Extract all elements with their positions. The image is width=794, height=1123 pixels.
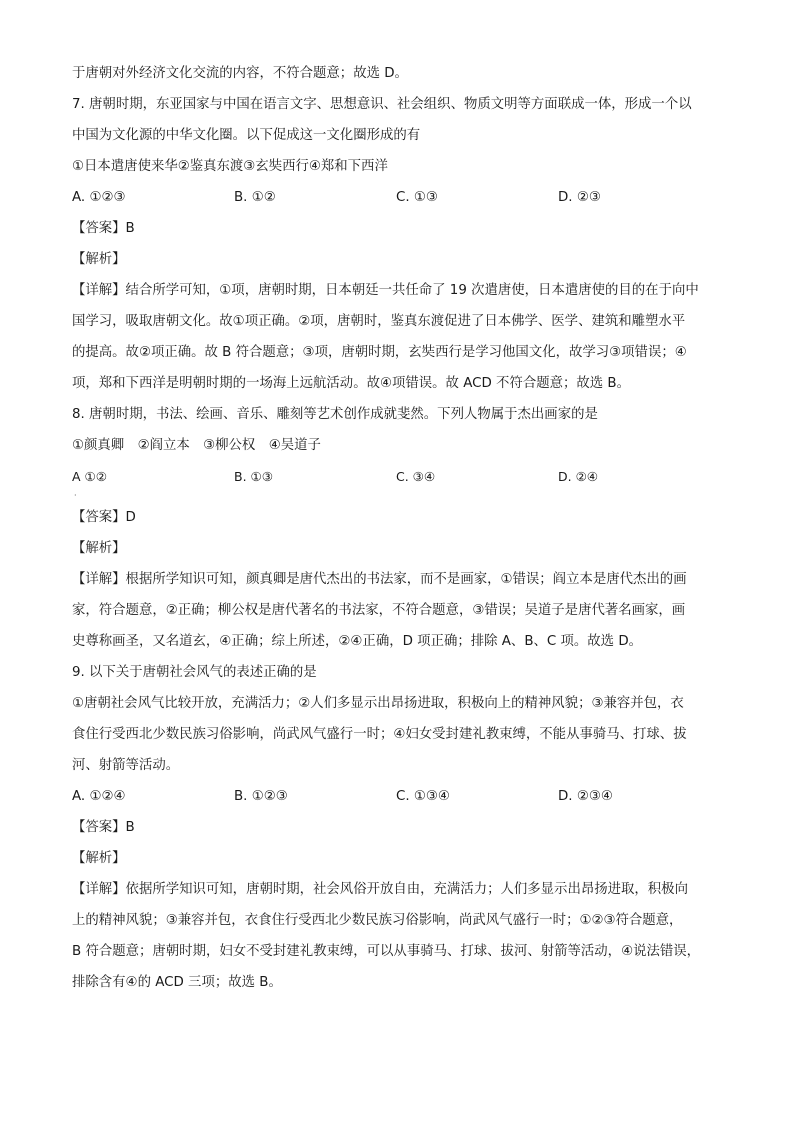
answer-options [72,461,724,492]
option-a: A. ①②④ [72,789,126,804]
option-b: B. ①② [234,190,276,205]
option-b: B. ①③ [234,469,273,484]
option-d: D. ②③ [558,190,601,205]
question-items: 河、射箭等活动。 [72,758,180,773]
option-a: A ①② [72,469,107,484]
option-c: C. ③④ [396,469,436,484]
question-8 [72,399,724,657]
detail-line: 【详解】结合所学可知，①项，唐朝时期，日本朝廷一共任命了 19 次遣唐使，日本遣唐使的目的在于向中 [72,283,699,298]
question-stem: 7. 唐朝时期，东亚国家与中国在语言文字、思想意识、社会组织、物质文明等方面联成一体，形成一个以 [72,97,692,112]
answer-label: 【答案】B [72,221,135,236]
question-items: 食住行受西北少数民族习俗影响，尚武风气盛行一时；④妇女受封建礼教束缚，不能从事骑马、打球、拔 [72,727,687,742]
option-b: B. ①②③ [234,789,288,804]
detail-line: 排除含有④的 ACD 三项；故选 B。 [72,975,282,990]
document-page [72,58,724,998]
detail-line: 上的精神风貌；③兼容并包，衣食住行受西北少数民族习俗影响，尚武风气盛行一时；①②③符合题意， [72,913,683,928]
analysis-label: 【解析】 [72,851,126,866]
analysis-label: 【解析】 [72,252,126,267]
detail-line: 项，郑和下西洋是明朝时期的一场海上远航活动。故④项错误。故 ACD 不符合题意；故选 B。 [72,376,630,391]
question-9 [72,657,724,998]
question-items: ①颜真卿 ②阎立本 ③柳公权 ④吴道子 [72,438,321,453]
detail-line: 的提高。故②项正确。故 B 符合题意；③项，唐朝时期，玄奘西行是学习他国文化，故学习③项错误；④ [72,345,687,360]
detail-line: B 符合题意；唐朝时期，妇女不受封建礼教束缚，可以从事骑马、打球、拔河、射箭等活动，④说法错误， [72,944,701,959]
answer-label: 【答案】B [72,820,135,835]
analysis-label: 【解析】 [72,541,126,556]
question-items: ①日本遣唐使来华②鉴真东渡③玄奘西行④郑和下西洋 [72,159,388,174]
option-c: C. ①③④ [396,789,450,804]
answer-label: 【答案】D [72,510,136,525]
option-a: A. ①②③ [72,190,126,205]
question-stem: 中国为文化源的中华文化圈。以下促成这一文化圈形成的有 [72,128,421,143]
question-stem: 9. 以下关于唐朝社会风气的表述正确的是 [72,665,317,680]
answer-options [72,781,724,812]
question-stem: 8. 唐朝时期，书法、绘画、音乐、雕刻等艺术创作成就斐然。下列人物属于杰出画家的是 [72,407,598,422]
detail-line: 【详解】依据所学知识可知，唐朝时期，社会风俗开放自由，充满活力；人们多显示出昂扬进取，积极向 [72,882,688,897]
question-items: ①唐朝社会风气比较开放，充满活力；②人们多显示出昂扬进取，积极向上的精神风貌；③兼容并包，衣 [72,696,684,711]
question-7 [72,89,724,399]
text-line: 于唐朝对外经济文化交流的内容，不符合题意；故选 D。 [72,66,408,81]
detail-line: 史尊称画圣，又名道玄，④正确；综上所述，②④正确，D 项正确；排除 A、B、C 项。故选 D。 [72,634,643,649]
detail-line: 国学习，吸取唐朝文化。故①项正确。②项，唐朝时，鉴真东渡促进了日本佛学、医学、建筑和雕塑水平 [72,314,686,329]
answer-options [72,182,724,213]
option-d: D. ②④ [558,469,598,484]
detail-line: 家，符合题意，②正确；柳公权是唐代著名的书法家，不符合题意，③错误；吴道子是唐代著名画家，画 [72,603,686,618]
stray-dot: · [74,491,77,500]
detail-line: 【详解】根据所学知识可知，颜真卿是唐代杰出的书法家，而不是画家，①错误；阎立本是唐代杰出的画 [72,572,687,587]
option-c: C. ①③ [396,190,438,205]
option-d: D. ②③④ [558,789,613,804]
